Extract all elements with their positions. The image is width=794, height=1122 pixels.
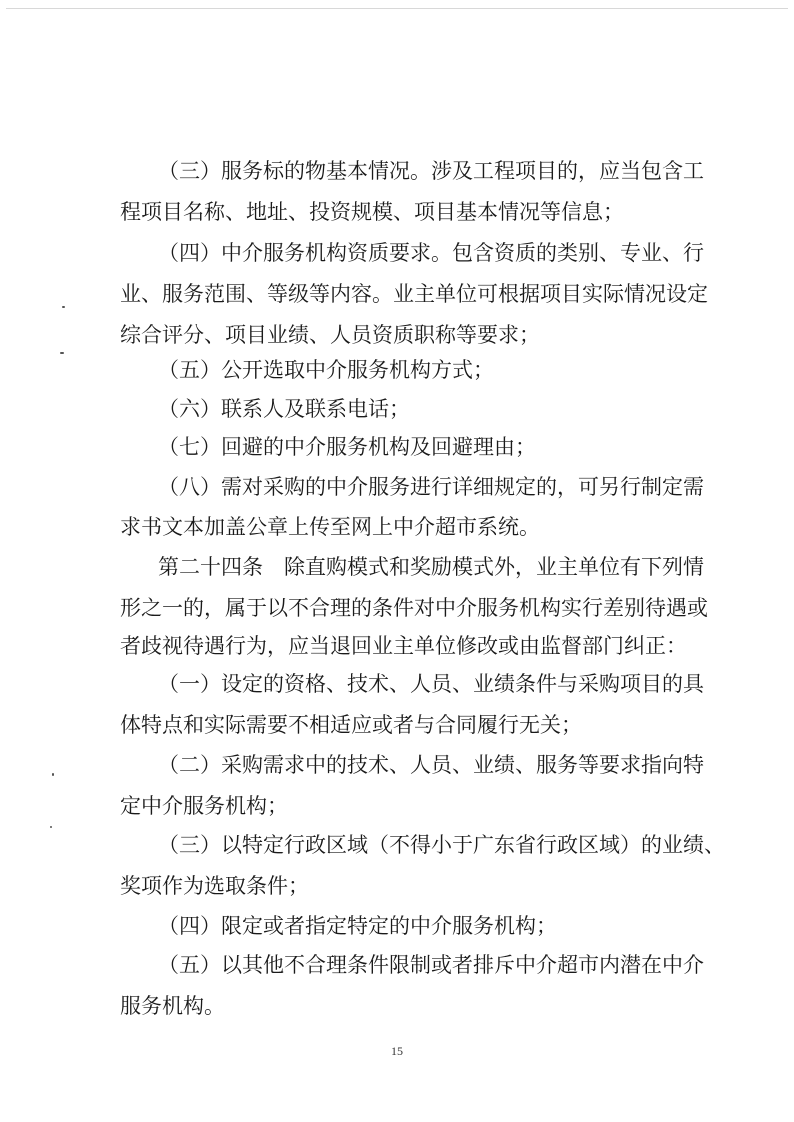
article-heading-line: 第二十四条 除直购模式和奖励模式外，业主单位有下列情 [158,555,704,579]
scan-speck [52,773,54,776]
scan-speck [60,352,64,354]
paragraph-line: （五）公开选取中介服务机构方式； [158,358,494,382]
paragraph-line: 综合评分、项目业绩、人员资质职称等要求； [120,323,540,347]
paragraph-line: 体特点和实际需要不相适应或者与合同履行无关； [120,713,582,737]
paragraph-line: 求书文本加盖公章上传至网上中介超市系统。 [120,515,540,539]
paragraph-line: （四）限定或者指定特定的中介服务机构； [158,914,557,938]
scan-edge-line [6,8,788,9]
paragraph-line: （六）联系人及联系电话； [158,397,410,421]
scan-speck [62,306,65,308]
paragraph-line: 业、服务范围、等级等内容。业主单位可根据项目实际情况设定 [120,282,708,306]
paragraph-line: （二）采购需求中的技术、人员、业绩、服务等要求指向特 [158,753,704,777]
paragraph-line: 服务机构。 [120,994,225,1018]
paragraph-line: （八）需对采购的中介服务进行详细规定的，可另行制定需 [158,475,704,499]
paragraph-line: 定中介服务机构； [120,794,288,818]
paragraph-line: 程项目名称、地址、投资规模、项目基本情况等信息； [120,200,624,224]
paragraph-line: （七）回避的中介服务机构及回避理由； [158,435,536,459]
page-number: 15 [391,1044,403,1058]
paragraph-line: （五）以其他不合理条件限制或者排斥中介超市内潜在中介 [158,953,704,977]
paragraph-line: （三）以特定行政区域（不得小于广东省行政区域）的业绩、 [158,833,725,857]
paragraph-line: 奖项作为选取条件； [120,874,309,898]
paragraph-line: （一）设定的资格、技术、人员、业绩条件与采购项目的具 [158,672,704,696]
paragraph-line: （三）服务标的物基本情况。涉及工程项目的，应当包含工 [158,159,704,183]
paragraph-line: （四）中介服务机构资质要求。包含资质的类别、专业、行 [158,241,704,265]
paragraph-line: 形之一的，属于以不合理的条件对中介服务机构实行差别待遇或 [120,596,708,620]
scan-speck [50,826,52,828]
paragraph-line: 者歧视待遇行为，应当退回业主单位修改或由监督部门纠正： [120,634,687,658]
